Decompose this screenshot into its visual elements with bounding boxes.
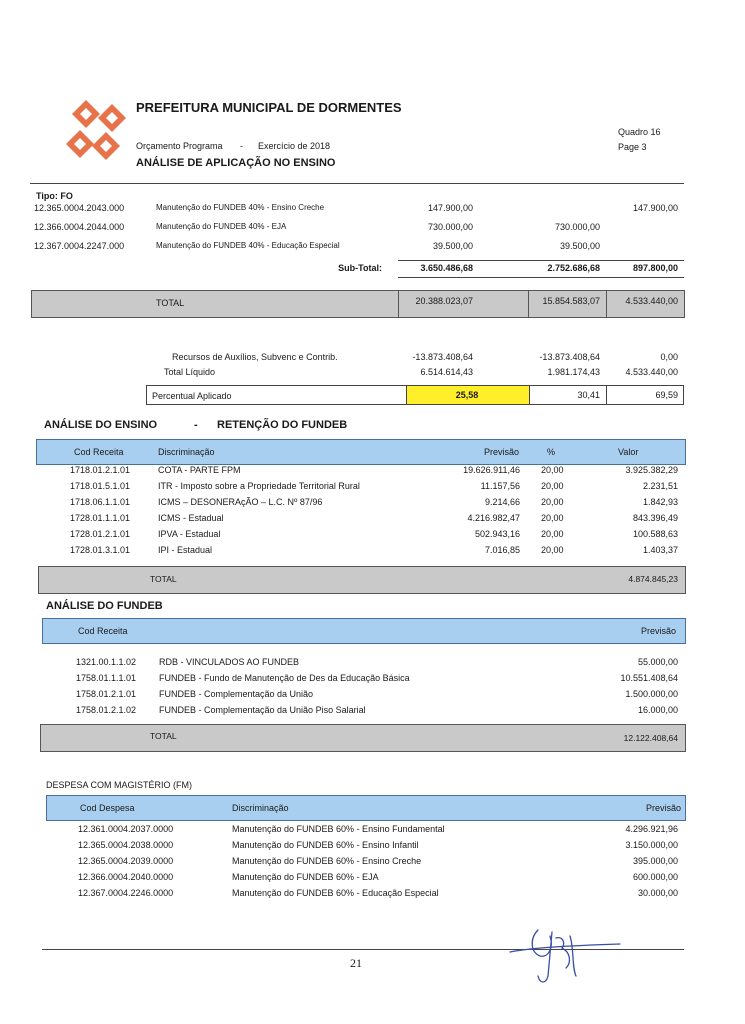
- row-previsao: 10.551.408,64: [620, 673, 678, 683]
- col-cod-receita: Cod Receita: [78, 626, 128, 636]
- row-percent: 20,00: [541, 497, 564, 507]
- retencao-total-label: TOTAL: [150, 574, 177, 584]
- liquido-row: [0, 367, 745, 381]
- magisterio-row: [0, 840, 745, 854]
- row-previsao: 9.214,66: [484, 497, 520, 507]
- section-title: ANÁLISE DE APLICAÇÃO NO ENSINO: [136, 157, 336, 169]
- total-value-2: 15.854.583,07: [542, 296, 600, 306]
- row-valor: 843.396,49: [632, 513, 678, 523]
- row-previsao: 1.500.000,00: [625, 689, 678, 699]
- row-desc: Manutenção do FUNDEB 40% - Ensino Creche: [156, 203, 325, 212]
- row-previsao: 600.000,00: [632, 872, 678, 882]
- row-value-1: 730.000,00: [427, 222, 473, 232]
- liquido-value-1: 6.514.614,43: [420, 367, 473, 377]
- row-desc: ITR - Imposto sobre a Propriedade Territorial Rural: [158, 481, 360, 491]
- row-previsao: 502.943,16: [474, 529, 520, 539]
- row-value-1: 39.500,00: [432, 241, 473, 251]
- row-valor: 3.925.382,29: [625, 465, 678, 475]
- row-value-2: 730.000,00: [554, 222, 600, 232]
- recursos-value-1: -13.873.408,64: [412, 352, 473, 362]
- recursos-value-3: 0,00: [660, 352, 678, 362]
- row-code: 1728.01.1.1.01: [70, 513, 131, 523]
- col-cod-despesa: Cod Despesa: [80, 803, 135, 813]
- col-previsao: Previsão: [640, 626, 676, 636]
- row-valor: 1.842,93: [642, 497, 678, 507]
- row-code: 12.361.0004.2037.0000: [78, 824, 174, 834]
- fundeb-row: [0, 657, 745, 671]
- row-desc: Manutenção do FUNDEB 60% - EJA: [232, 872, 379, 882]
- row-code: 1718.01.2.1.01: [70, 465, 131, 475]
- fundeb-total-value: 12.122.408,64: [623, 733, 678, 743]
- fundeb-title: ANÁLISE DO FUNDEB: [46, 600, 163, 612]
- row-code: 12.366.0004.2044.000: [34, 222, 125, 232]
- row-value-1: 147.900,00: [427, 203, 473, 213]
- fundeb-row: [0, 705, 745, 719]
- fundeb40-row: [0, 222, 745, 236]
- row-desc: Manutenção do FUNDEB 60% - Ensino Creche: [232, 856, 422, 866]
- magisterio-title: DESPESA COM MAGISTÉRIO (FM): [46, 780, 193, 790]
- fundeb-header: [42, 618, 686, 644]
- row-desc: IPVA - Estadual: [158, 529, 221, 539]
- header-divider: [30, 183, 684, 184]
- retencao-header: [36, 439, 686, 465]
- org-title: PREFEITURA MUNICIPAL DE DORMENTES: [136, 100, 402, 115]
- row-value-3: 147.900,00: [632, 203, 678, 213]
- row-code: 1758.01.1.1.01: [76, 673, 137, 683]
- exercise-label: Exercício de 2018: [258, 141, 331, 151]
- row-desc: ICMS - Estadual: [158, 513, 224, 523]
- subtotal-label: Sub-Total:: [338, 263, 382, 273]
- total-col-divider: [606, 290, 607, 318]
- col-percent: %: [547, 447, 556, 457]
- row-code: 1321.00.1.1.02: [76, 657, 137, 667]
- row-previsao: 3.150.000,00: [625, 840, 678, 850]
- recursos-label: Recursos de Auxílios, Subvenc e Contrib.: [172, 352, 338, 362]
- row-desc: Manutenção do FUNDEB 40% - EJA: [156, 222, 287, 231]
- col-discriminacao: Discriminação: [232, 803, 289, 813]
- liquido-value-2: 1.981.174,43: [547, 367, 600, 377]
- row-code: 1728.01.3.1.01: [70, 545, 131, 555]
- row-code: 12.367.0004.2246.0000: [78, 888, 174, 898]
- retencao-row: [0, 481, 745, 495]
- total-value-1: 20.388.023,07: [415, 296, 473, 306]
- subtotal-row: [0, 263, 745, 277]
- row-code: 12.367.0004.2247.000: [34, 241, 125, 251]
- subtotal-value-3: 897.800,00: [632, 263, 678, 273]
- col-cod-receita: Cod Receita: [74, 447, 124, 457]
- row-code: 1728.01.2.1.01: [70, 529, 131, 539]
- retencao-total-band: [38, 566, 686, 594]
- fundeb-row: [0, 673, 745, 687]
- row-previsao: 7.016,85: [484, 545, 520, 555]
- row-code: 1718.06.1.1.01: [70, 497, 131, 507]
- quadro-label: Quadro 16: [618, 127, 661, 137]
- recursos-value-2: -13.873.408,64: [539, 352, 600, 362]
- program-dash: -: [240, 141, 243, 151]
- row-previsao: 395.000,00: [632, 856, 678, 866]
- row-code: 1758.01.2.1.02: [76, 705, 137, 715]
- magisterio-row: [0, 824, 745, 838]
- row-value-2: 39.500,00: [559, 241, 600, 251]
- magisterio-row: [0, 872, 745, 886]
- row-percent: 20,00: [541, 513, 564, 523]
- row-desc: FUNDEB - Complementação da União: [159, 689, 314, 699]
- retencao-row: [0, 465, 745, 479]
- subtotal-line: [398, 277, 684, 278]
- row-desc: FUNDEB - Fundo de Manutenção de Des da Educação Básica: [159, 673, 410, 683]
- retencao-row: [0, 497, 745, 511]
- municipality-logo: [66, 100, 132, 160]
- row-previsao: 30.000,00: [637, 888, 678, 898]
- row-previsao: 16.000,00: [637, 705, 678, 715]
- percentual-divider: [606, 385, 607, 405]
- tipo-label: Tipo: FO: [36, 191, 73, 201]
- col-valor: Valor: [618, 447, 639, 457]
- subtotal-value-2: 2.752.686,68: [547, 263, 600, 273]
- retencao-title-b: RETENÇÃO DO FUNDEB: [217, 419, 348, 431]
- fundeb-total-label: TOTAL: [150, 731, 177, 741]
- fundeb40-row: [0, 203, 745, 217]
- fundeb-row: [0, 689, 745, 703]
- row-desc: RDB - VINCULADOS AO FUNDEB: [159, 657, 300, 667]
- subtotal-line: [398, 260, 684, 261]
- row-previsao: 11.157,56: [480, 481, 520, 491]
- row-code: 12.366.0004.2040.0000: [78, 872, 174, 882]
- row-valor: 1.403,37: [642, 545, 678, 555]
- row-percent: 20,00: [541, 545, 564, 555]
- col-previsao: Previsão: [484, 447, 520, 457]
- magisterio-header: [46, 795, 686, 821]
- percentual-value-3: 69,59: [655, 390, 678, 400]
- row-desc: FUNDEB - Complementação da União Piso Salarial: [159, 705, 366, 715]
- row-percent: 20,00: [541, 481, 564, 491]
- magisterio-row: [0, 888, 745, 902]
- percentual-value-2: 30,41: [577, 390, 600, 400]
- row-previsao: 4.296.921,96: [625, 824, 678, 834]
- row-previsao: 19.626.911,46: [463, 465, 520, 475]
- total-col-divider: [398, 290, 399, 318]
- row-code: 12.365.0004.2038.0000: [78, 840, 174, 850]
- row-code: 1758.01.2.1.01: [76, 689, 137, 699]
- liquido-label: Total Líquido: [164, 367, 216, 377]
- retencao-title-dash: -: [194, 419, 198, 431]
- row-desc: Manutenção do FUNDEB 60% - Educação Especial: [232, 888, 439, 898]
- row-code: 12.365.0004.2043.000: [34, 203, 125, 213]
- row-desc: Manutenção do FUNDEB 60% - Ensino Infantil: [232, 840, 419, 850]
- total-value-3: 4.533.440,00: [625, 296, 678, 306]
- liquido-value-3: 4.533.440,00: [625, 367, 678, 377]
- recursos-row: [0, 352, 745, 366]
- retencao-row: [0, 513, 745, 527]
- row-desc: COTA - PARTE FPM: [158, 465, 241, 475]
- row-code: 1718.01.5.1.01: [70, 481, 131, 491]
- percentual-label: Percentual Aplicado: [152, 391, 232, 401]
- total-label: TOTAL: [156, 298, 185, 308]
- retencao-total-value: 4.874.845,23: [628, 574, 678, 584]
- fundeb-total-band: [40, 724, 686, 752]
- col-previsao: Previsão: [645, 803, 681, 813]
- row-desc: ICMS – DESONERAçÃO – L.C. Nº 87/96: [158, 497, 323, 507]
- percentual-value-1: 25,58: [455, 390, 479, 400]
- row-desc: IPI - Estadual: [158, 545, 213, 555]
- col-discriminacao: Discriminação: [158, 447, 215, 457]
- row-previsao: 55.000,00: [637, 657, 678, 667]
- retencao-row: [0, 529, 745, 543]
- signature: [500, 918, 630, 988]
- retencao-row: [0, 545, 745, 559]
- row-desc: Manutenção do FUNDEB 60% - Ensino Fundamental: [232, 824, 445, 834]
- row-percent: 20,00: [541, 529, 564, 539]
- row-valor: 100.588,63: [632, 529, 678, 539]
- row-code: 12.365.0004.2039.0000: [78, 856, 174, 866]
- row-valor: 2.231,51: [642, 481, 678, 491]
- row-previsao: 4.216.982,47: [467, 513, 520, 523]
- page-label: Page 3: [618, 142, 647, 152]
- retencao-title-a: ANÁLISE DO ENSINO: [44, 419, 158, 431]
- total-col-divider: [528, 290, 529, 318]
- row-percent: 20,00: [541, 465, 564, 475]
- program-label: Orçamento Programa: [136, 141, 223, 151]
- subtotal-value-1: 3.650.486,68: [420, 263, 473, 273]
- page-number: 21: [350, 956, 362, 970]
- magisterio-row: [0, 856, 745, 870]
- fundeb40-row: [0, 241, 745, 255]
- row-desc: Manutenção do FUNDEB 40% - Educação Especial: [156, 241, 340, 250]
